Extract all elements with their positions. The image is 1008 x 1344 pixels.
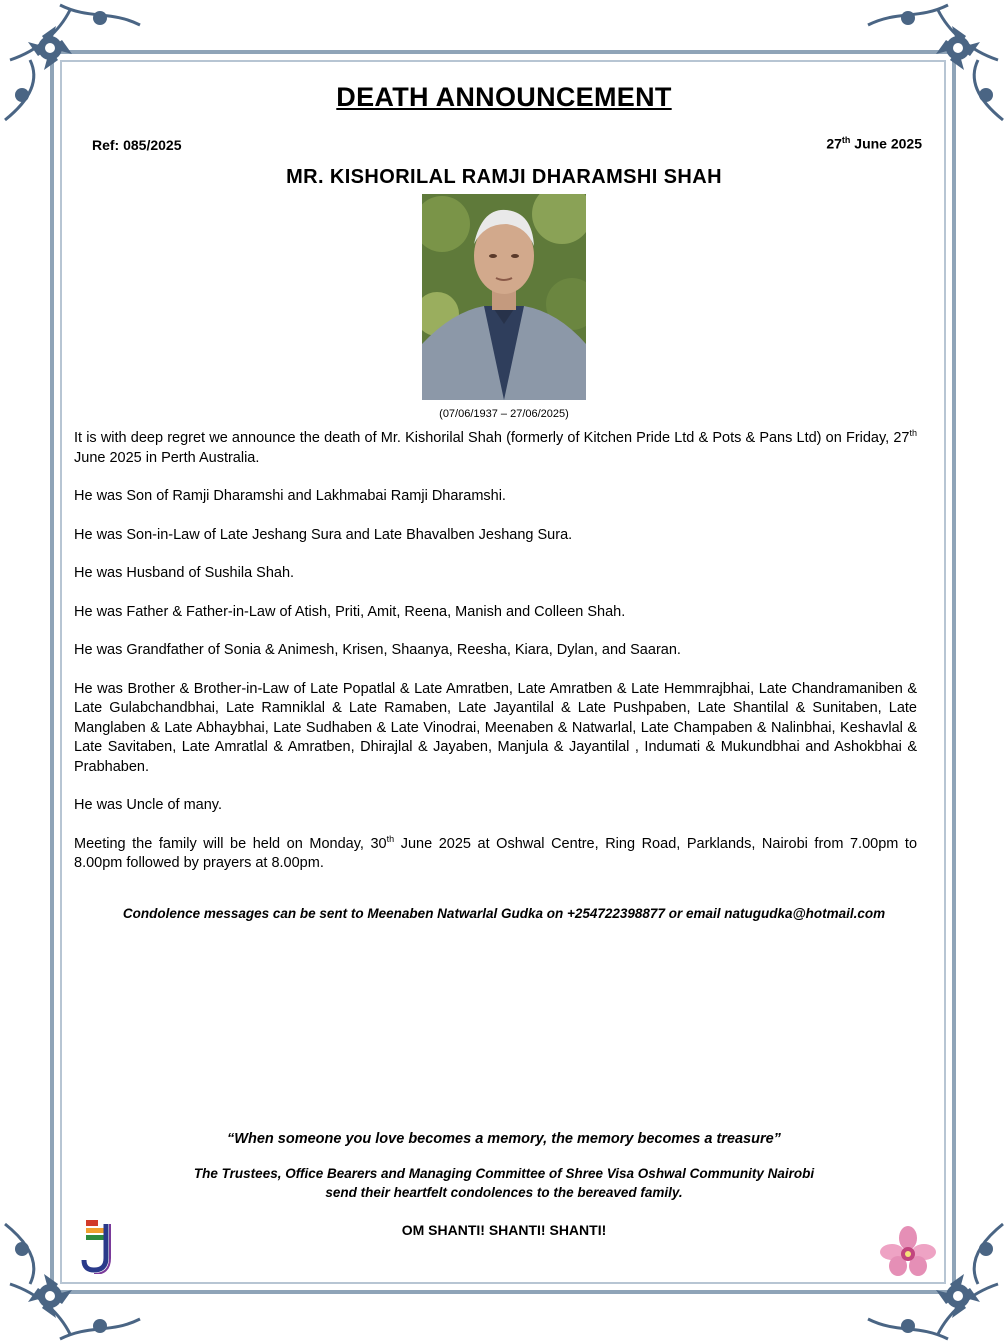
husband-paragraph: He was Husband of Sushila Shah. [74,565,295,581]
trustees-line-1: The Trustees, Office Bearers and Managing Committee of Shree Visa Oshwal Community Nairobi [193,1166,815,1181]
floral-corner-bottom-left-icon [0,1194,150,1344]
memorial-quote: “When someone you love becomes a memory, the memory becomes a treasure” [227,1131,781,1147]
announcement-title: DEATH ANNOUNCEMENT [336,82,672,112]
trustees-message [0,1164,1008,1202]
condolence-contact: Condolence messages can be sent to Meenaben Natwarlal Gudka on +254722398877 or email natugudka@hotmail.com [122,906,886,921]
community-logo-icon [80,1218,120,1274]
grandfather-paragraph: He was Grandfather of Sonia & Animesh, Krisen, Shaanya, Reesha, Kiara, Dylan, and Saaran. [74,642,681,658]
deceased-name: MR. KISHORILAL RAMJI DHARAMSHI SHAH [286,166,722,188]
floral-corner-top-left-icon [0,0,150,150]
om-shanti: OM SHANTI! SHANTI! SHANTI! [401,1222,607,1238]
son-paragraph: He was Son of Ramji Dharamshi and Lakhmabai Ramji Dharamshi. [74,488,506,504]
meeting-paragraph: Meeting the family will be held on Monday, 30th June 2025 at Oshwal Centre, Ring Road, Parklands, Nairobi from 7.00pm to 8.00pm followed by prayers at 8.00pm. [74,833,918,871]
intro-paragraph: It is with deep regret we announce the death of Mr. Kishorilal Shah (formerly of Kitchen Pride Ltd & Pots & Pans Ltd) on Friday, 27th June 2025 in Perth Australia. [74,428,917,466]
orchid-flower-icon [880,1226,936,1278]
son-in-law-paragraph: He was Son-in-Law of Late Jeshang Sura and Late Bhavalben Jeshang Sura. [74,526,573,543]
brother-paragraph: He was Brother & Brother-in-Law of Late Popatlal & Late Amratben, Late Amratben & Late Hemmrajbhai, Late Chandramaniben & Late Gulabchandbhai, Late Ramniklal & Late Ramaben, Late Jayantilal & Late Pushpaben, Late Shantilal & Sunitaben, Late Manglaben & Late Abhaybhai, Late Sudhaben & Late Vinodrai, Meenaben & Natwarlal, Late Champaben & Nalinbhai, Keshavlal & Late Savitaben, Late Amratlal & Amratben, Dhirajlal & Jayaben, Manjula & Jayantilal , Indumati & Mukundbhai and Ashokbhai & Prabhaben. [74,680,917,775]
announcement-date: 27th June 2025 [826,135,922,152]
lifespan-dates: (07/06/1937 – 27/06/2025) [439,408,569,420]
uncle-paragraph: He was Uncle of many. [74,797,223,813]
father-paragraph: He was Father & Father-in-Law of Atish, Priti, Amit, Reena, Manish and Colleen Shah. [74,603,626,620]
reference-number: Ref: 085/2025 [92,137,182,153]
portrait-photo [422,194,586,400]
floral-corner-top-right-icon [858,0,1008,150]
trustees-line-2: send their heartfelt condolences to the bereaved family. [325,1185,683,1200]
announcement-body [74,429,917,893]
